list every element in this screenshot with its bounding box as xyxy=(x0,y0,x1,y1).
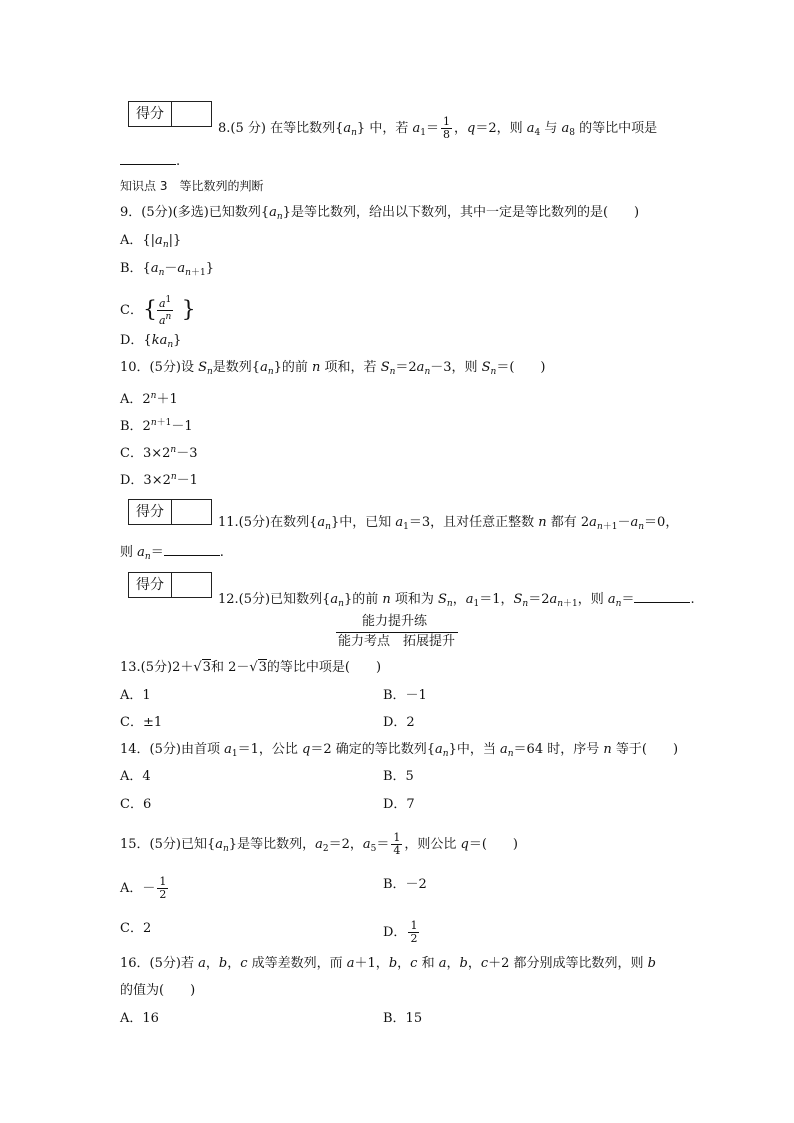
question-8-answer-blank[interactable]: . xyxy=(120,150,180,171)
question-11-answer[interactable]: 则 $a_n=$ . xyxy=(120,541,224,566)
question-15-option-d[interactable]: D． $\frac{1}{2}$ xyxy=(383,919,418,945)
ability-section-subtitle: 能力考点 拓展提升 xyxy=(338,634,456,649)
section-heading: 知识点 3 等比数列的判断 xyxy=(120,179,264,193)
question-10-option-c[interactable]: C．$3\times 2^n-3$ xyxy=(120,445,198,461)
score-box xyxy=(128,572,212,598)
score-label: 得分 xyxy=(129,102,172,126)
question-10-option-a[interactable]: A．$2^n+1$ xyxy=(120,391,178,407)
question-10-stem: 10．(5分)设 $S_n$是数列$\{a_n\}$的前 n 项和，若 $S_n=2a_n-3$，则 $S_n=$( ) xyxy=(120,360,546,377)
question-14-option-b[interactable]: B．5 xyxy=(383,769,414,784)
score-label: 得分 xyxy=(129,573,172,597)
question-14-option-a[interactable]: A．4 xyxy=(120,769,151,784)
question-15-option-c[interactable]: C．2 xyxy=(120,921,152,936)
question-10-option-b[interactable]: B．$2^{n+1}-1$ xyxy=(120,418,193,434)
score-box xyxy=(128,499,212,525)
question-16-stem-line2: 的值为( ) xyxy=(120,983,196,998)
ability-section-title: 能力提升练 xyxy=(362,614,428,629)
question-16-stem-line1: 16．(5分)若 a，b，c 成等差数列，而 a＋1，b，c 和 a，b，c＋2 都分别成等比数列，则 b xyxy=(120,956,656,971)
question-8-text: 8.(5 分) 在等比数列$\{a_n\}$ 中，若 $a_1=$ $\frac{1}{8}$ ，q＝2，则 $a_4$ 与 $a_8$ 的等比中项是 xyxy=(218,115,658,141)
question-16-option-b[interactable]: B．15 xyxy=(383,1011,423,1026)
question-14-option-d[interactable]: D．7 xyxy=(383,797,415,812)
question-9-option-c[interactable]: C．{ $\frac{a^1}{a^n}$ } xyxy=(120,295,196,327)
question-13-option-d[interactable]: D．2 xyxy=(383,715,415,730)
question-15-option-a[interactable]: A．－ $\frac{1}{2}$ xyxy=(120,875,167,901)
question-9-option-a[interactable]: A．$\{|a_n|\}$ xyxy=(120,233,182,250)
score-box xyxy=(128,101,212,127)
question-9-option-d[interactable]: D．$\{ka_n\}$ xyxy=(120,333,182,350)
question-14-option-c[interactable]: C．6 xyxy=(120,797,152,812)
question-11-text: 11.(5分)在数列$\{a_n\}$中，已知 $a_1=3$，且对任意正整数 n 都有 $2a_{n+1}-a_n=0$， xyxy=(218,515,679,532)
question-15-stem: 15．(5分)已知$\{a_n\}$是等比数列，$a_2=2$，$a_5=$ $\frac{1}{4}$ ，则公比 q＝( ) xyxy=(120,831,518,857)
question-10-option-d[interactable]: D．$3\times 2^n-1$ xyxy=(120,472,198,488)
question-13-option-b[interactable]: B．－1 xyxy=(383,688,427,703)
question-13-option-a[interactable]: A．1 xyxy=(120,688,151,703)
score-label: 得分 xyxy=(129,500,172,524)
question-9-stem: 9．(5分)(多选)已知数列$\{a_n\}$是等比数列，给出以下数列，其中一定是等比数列的是( ) xyxy=(120,205,640,222)
question-16-option-a[interactable]: A．16 xyxy=(120,1011,159,1026)
question-9-option-b[interactable]: B．$\{a_n-a_{n+1}\}$ xyxy=(120,261,214,278)
question-12-text: 12.(5分)已知数列$\{a_n\}$的前 n 项和为 $S_n$，$a_1=1$，$S_n=2a_{n+1}$，则 $a_n=$ . xyxy=(218,588,695,613)
question-15-option-b[interactable]: B．－2 xyxy=(383,877,427,892)
question-14-stem: 14．(5分)由首项 $a_1=1$，公比 q＝2 确定的等比数列$\{a_n\}$中，当 $a_n=64$ 时，序号 n 等于( ) xyxy=(120,742,679,759)
question-13-stem: 13.(5分)2＋√3和 2－√3的等比中项是( ) xyxy=(120,660,382,675)
question-13-option-c[interactable]: C．±1 xyxy=(120,715,163,730)
